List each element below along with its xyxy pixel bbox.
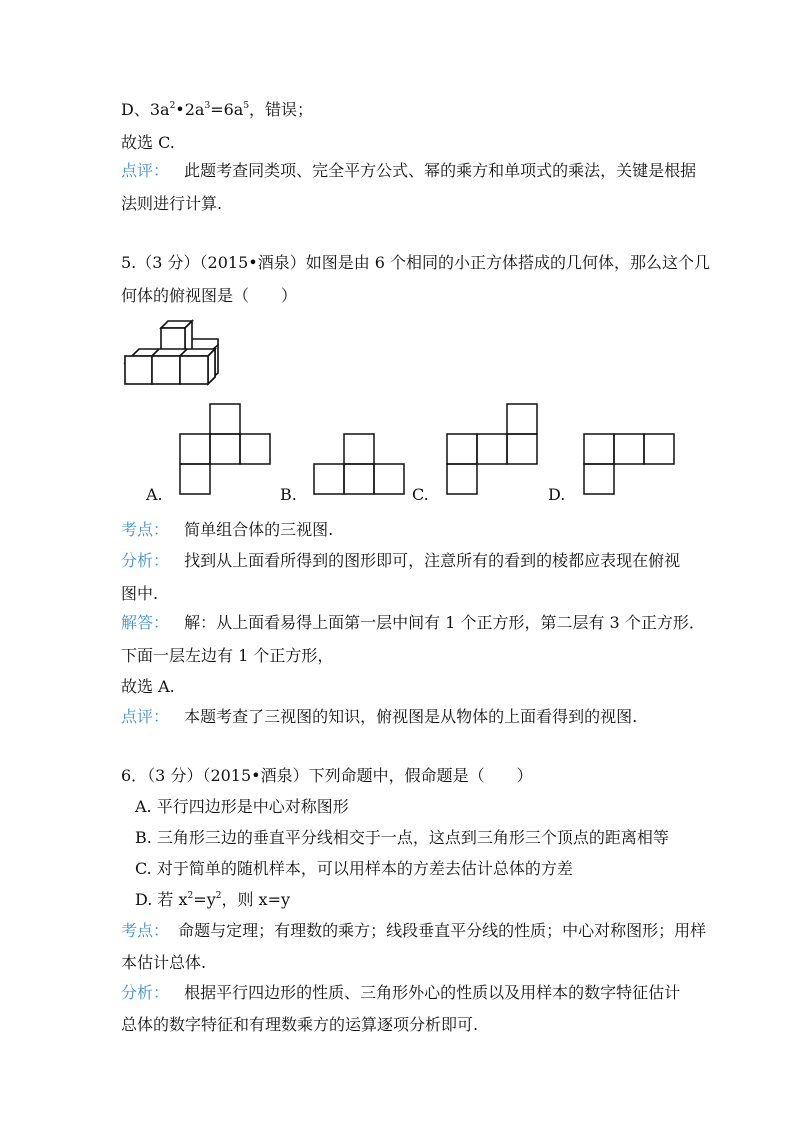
- option-d-figure: [582, 432, 678, 496]
- jieda-tag: 解答：: [121, 613, 170, 632]
- jieda-text: 解：从上面看易得上面第一层中间有 1 个正方形，第二层有 3 个正方形．: [184, 613, 705, 632]
- text: •2a: [175, 100, 205, 119]
- q5-stem-cont: 何体的俯视图是（ ）: [121, 286, 298, 305]
- q6-stem: 6．（3 分）（2015•酒泉）下列命题中，假命题是（ ）: [121, 766, 533, 785]
- exponent: 2: [187, 891, 194, 901]
- q5-stem: 5.（3 分）（2015•酒泉）如图是由 6 个相同的小正方体搭成的几何体，那么这个几: [121, 253, 711, 272]
- q4-choice: 故选 C.: [121, 133, 175, 152]
- q6-fenxi: [121, 982, 680, 1004]
- comment-tag: 点评：: [121, 161, 170, 180]
- q4-comment: [121, 160, 696, 182]
- text: D. 若 x: [135, 890, 188, 909]
- text: ，错误；: [249, 100, 314, 119]
- q6-kaodian-cont: 本估计总体.: [121, 953, 207, 972]
- q5-fenxi-cont: 图中.: [121, 584, 159, 603]
- q5-kaodian: [121, 519, 333, 541]
- kaodian-text: 简单组合体的三视图.: [184, 520, 334, 539]
- q5-jieda-cont: 下面一层左边有 1 个正方形，: [121, 646, 334, 665]
- kaodian-text: 命题与定理；有理数的乘方；线段垂直平分线的性质；中心对称图形；用样: [178, 921, 707, 940]
- kaodian-tag: 考点：: [121, 921, 170, 940]
- q6-option-a: A. 平行四边形是中心对称图形: [135, 797, 349, 816]
- kaodian-tag: 考点：: [121, 520, 170, 539]
- comment-text: 本题考查了三视图的知识，俯视图是从物体的上面看得到的视图.: [184, 707, 638, 726]
- option-a-figure: [178, 402, 274, 496]
- exponent: 2: [169, 101, 176, 111]
- option-d-label: D.: [548, 485, 566, 504]
- q6-option-b: B. 三角形三边的垂直平分线相交于一点，这点到三角形三个顶点的距离相等: [135, 828, 669, 847]
- q5-jieda: [121, 612, 705, 634]
- option-c-label: C.: [412, 485, 429, 504]
- option-b-figure: [312, 432, 408, 496]
- comment-text: 此题考查同类项、完全平方公式、幂的乘方和单项式的乘法，关键是根据: [184, 161, 697, 180]
- fenxi-tag: 分析：: [121, 983, 170, 1002]
- fenxi-tag: 分析：: [121, 551, 170, 570]
- text: D、3a: [121, 100, 170, 119]
- text: =6a: [210, 100, 244, 119]
- q4-option-d: [121, 99, 313, 121]
- exponent: 3: [204, 101, 211, 111]
- exponent: 2: [215, 891, 222, 901]
- q5-fenxi: [121, 550, 680, 572]
- text: ，则 x=y: [221, 890, 291, 909]
- comment-tag: 点评：: [121, 707, 170, 726]
- q4-comment-cont: 法则进行计算.: [121, 194, 223, 213]
- option-c-figure: [445, 402, 541, 496]
- cube-stack-figure: [118, 316, 228, 392]
- q5-comment: [121, 706, 637, 728]
- fenxi-text: 找到从上面看所得到的图形即可，注意所有的看到的棱都应表现在俯视: [184, 551, 681, 570]
- text: =y: [193, 890, 216, 909]
- exponent: 5: [243, 101, 250, 111]
- fenxi-text: 根据平行四边形的性质、三角形外心的性质以及用样本的数字特征估计: [184, 983, 681, 1002]
- q6-option-d: [135, 889, 290, 911]
- q6-option-c: C. 对于简单的随机样本，可以用样本的方差去估计总体的方差: [135, 859, 573, 878]
- q6-fenxi-cont: 总体的数字特征和有理数乘方的运算逐项分析即可.: [121, 1015, 479, 1034]
- option-a-label: A.: [146, 485, 163, 504]
- q6-kaodian: [121, 920, 706, 942]
- q5-choice: 故选 A.: [121, 677, 175, 696]
- option-b-label: B.: [280, 485, 297, 504]
